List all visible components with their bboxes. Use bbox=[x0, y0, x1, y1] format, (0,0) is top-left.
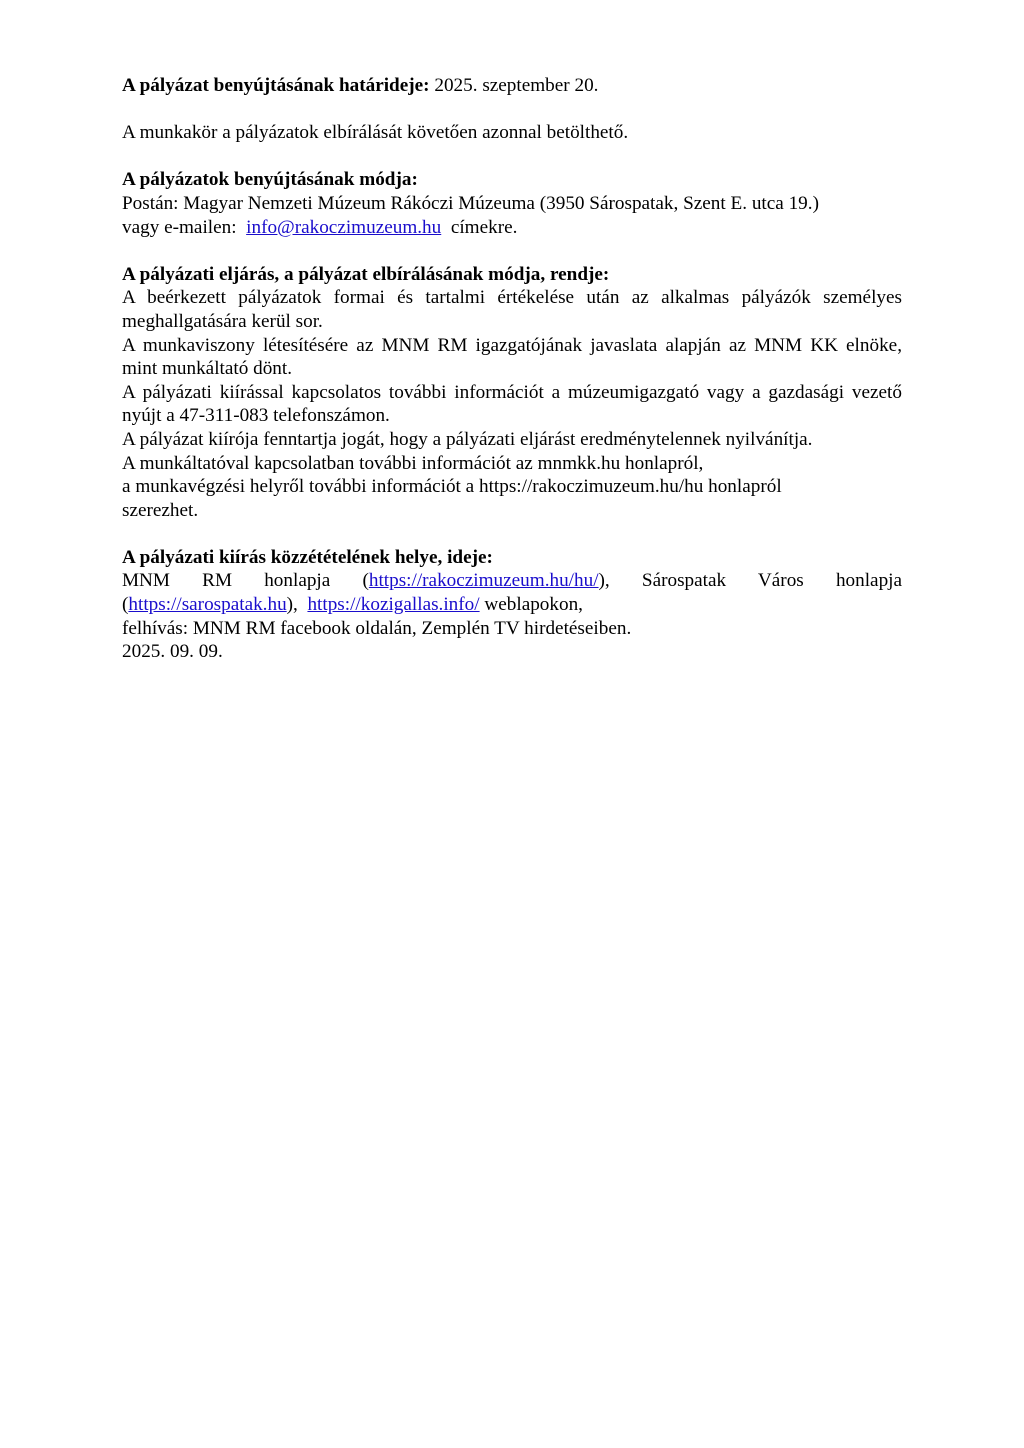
procedure-paragraph-4: A pályázat kiírója fenntartja jogát, hogy a pályázati eljárást eredménytelennek nyilvánítja. bbox=[122, 428, 813, 450]
publication-date: 2025. 09. 09. bbox=[122, 641, 223, 663]
publication-sites: MNM RM honlapja (https://rakoczimuzeum.hu/hu/), Sárospatak Város honlapja (https://sarospatak.hu), https://kozigallas.info/ weblapokon, bbox=[122, 570, 903, 616]
submission-heading: A pályázatok benyújtásának módja: bbox=[122, 169, 418, 191]
deadline-label: A pályázat benyújtásának határideje: bbox=[122, 75, 430, 96]
procedure-paragraph-2: A munkaviszony létesítésére az MNM RM igazgatójának javaslata alapján az MNM KK elnöke, mint munkáltató dönt. bbox=[122, 334, 902, 380]
sarospatak-website-link[interactable]: https://sarospatak.hu bbox=[128, 594, 287, 616]
kozigallas-link[interactable]: https://kozigallas.info/ bbox=[307, 594, 480, 616]
procedure-paragraph-1: A beérkezett pályázatok formai és tartalmi értékelése után az alkalmas pályázók személyes meghallgatására kerül sor. bbox=[122, 287, 902, 332]
submission-email-line bbox=[122, 216, 902, 240]
submission-post-line: Postán: Magyar Nemzeti Múzeum Rákóczi Múzeuma (3950 Sárospatak, Szent E. utca 19.) bbox=[122, 192, 819, 214]
deadline-line bbox=[122, 74, 902, 98]
procedure-paragraph-6: a munkavégzési helyről további információt a https://rakoczimuzeum.hu/hu honlapról szerezhet. bbox=[122, 476, 782, 521]
publication-notice-line: felhívás: MNM RM facebook oldalán, Zemplén TV hirdetéseiben. bbox=[122, 617, 632, 639]
publication-heading: A pályázati kiírás közzétételének helye, ideje: bbox=[122, 546, 493, 568]
email-prefix: vagy e-mailen: bbox=[122, 216, 237, 238]
email-suffix: címekre. bbox=[450, 216, 518, 238]
procedure-paragraph-3: A pályázati kiírással kapcsolatos további információt a múzeumigazgató vagy a gazdasági vezető nyújt a 47-311-083 telefonszámon. bbox=[122, 381, 902, 427]
procedure-heading: A pályázati eljárás, a pályázat elbírálásának módja, rendje: bbox=[122, 263, 610, 285]
email-link[interactable]: info@rakoczimuzeum.hu bbox=[246, 216, 442, 238]
document-page bbox=[122, 74, 902, 664]
position-fill-text: A munkakör a pályázatok elbírálását követően azonnal betölthető. bbox=[122, 122, 629, 144]
museum-website-link[interactable]: https://rakoczimuzeum.hu/hu/ bbox=[368, 570, 599, 592]
deadline-value: 2025. szeptember 20. bbox=[434, 75, 599, 96]
procedure-paragraph-5: A munkáltatóval kapcsolatban további információt az mnmkk.hu honlapról, bbox=[122, 452, 704, 474]
